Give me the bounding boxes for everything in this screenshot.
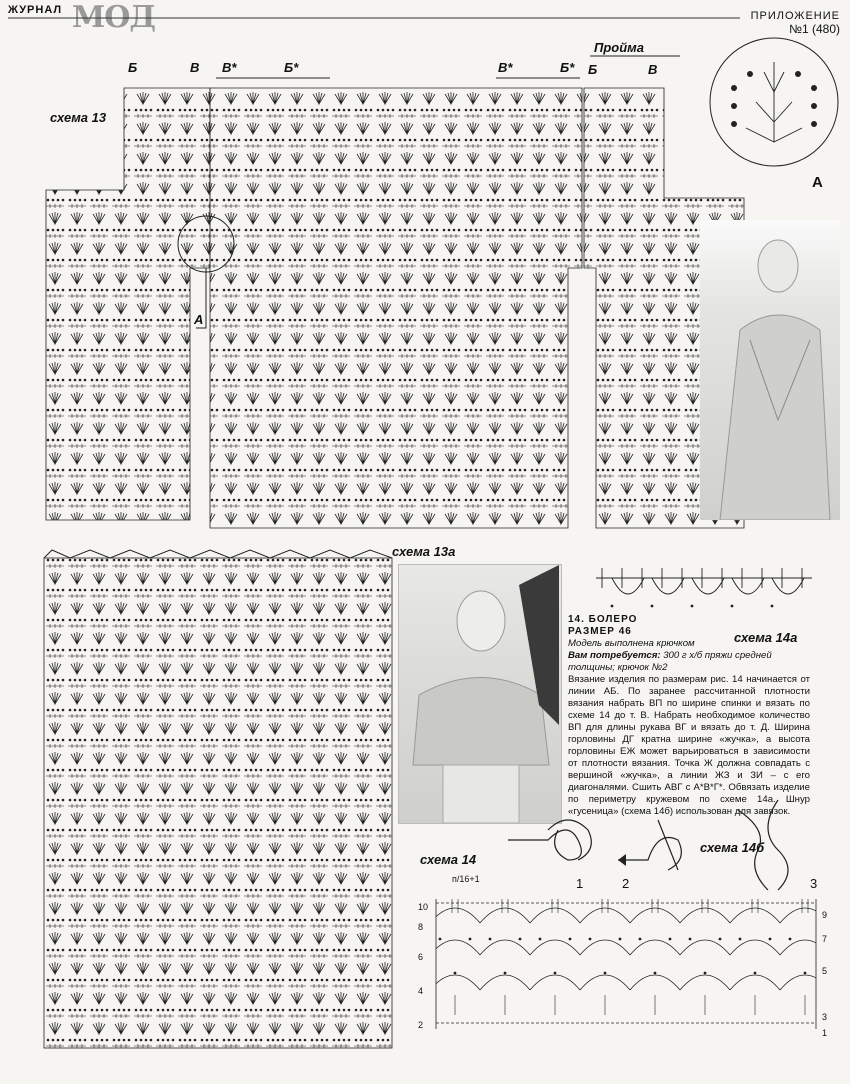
- row-10: 10: [418, 902, 429, 912]
- letter-v2: В: [648, 62, 658, 77]
- detail-a-label: А: [812, 174, 823, 191]
- article-number: 14. БОЛЕРО: [568, 614, 638, 625]
- scheme14a-label: схема 14а: [734, 630, 798, 645]
- scheme14-chart: [430, 895, 830, 1045]
- scheme13a-chart: [0, 540, 400, 1060]
- step-3: 3: [810, 876, 818, 891]
- letter-v-star1: В*: [222, 60, 237, 75]
- row-3: 3: [822, 1012, 828, 1022]
- row-1: 1: [822, 1028, 828, 1038]
- letter-b1: Б: [128, 60, 138, 75]
- article-materials: [568, 650, 810, 674]
- scheme13-label: схема 13: [50, 110, 107, 125]
- scheme14-repeat: п/16+1: [452, 874, 480, 884]
- letter-v1: В: [190, 60, 200, 75]
- armhole-label: Пройма: [594, 40, 645, 55]
- letter-b-star1: Б*: [284, 60, 299, 75]
- row-4: 4: [418, 986, 424, 996]
- article-size: РАЗМЕР 46: [568, 626, 632, 637]
- model-photo-center: [398, 564, 562, 824]
- scheme14a-chart: [592, 560, 822, 620]
- row-6: 6: [418, 952, 424, 962]
- materials-label: Вам потребуется:: [568, 650, 661, 661]
- row-2: 2: [418, 1020, 424, 1030]
- issue-number: №1 (480): [789, 22, 840, 36]
- model-photo-top: [700, 220, 840, 520]
- step-1: 1: [576, 876, 584, 891]
- letter-b2: Б: [588, 62, 598, 77]
- letter-v-star2: В*: [498, 60, 513, 75]
- row-7: 7: [822, 934, 828, 944]
- row-8: 8: [418, 922, 424, 932]
- article-text: [568, 614, 810, 818]
- detail-a-motif: [704, 32, 844, 172]
- point-a-label: А: [194, 312, 204, 327]
- scheme14-label: схема 14: [420, 852, 477, 867]
- journal-label: ЖУРНАЛ: [8, 4, 63, 16]
- supplement-label: ПРИЛОЖЕНИЕ: [750, 10, 840, 22]
- materials-text: 300 г х/б пряжи средней толщины; крючок №2: [568, 650, 772, 673]
- article-technique: Модель выполнена крючком: [568, 638, 695, 649]
- step-2: 2: [622, 876, 630, 891]
- article-body: Вязание изделия по размерам рис. 14 начинается от линии АБ. По заранее рассчитанной плотности вязания набрать ВП по ширине спинки и вязать по схеме 14 до т. В. Набрать необходимое количество ВП для длины рукава ВГ и вязать до т. Д. Ширина горловины ДГ кратна ширине «жучка», а высота горловины ЕЖ может варьироваться в зависимости от плотности вязания. Точка Ж должна совпадать с вершиной «жучка», а линии ЖЗ и ЗИ – с его диагоналями. Сшить АВГ с А*В*Г*. Обвязать изделие по периметру кружевом по схеме 14а. Шнур «гусеница» (схема 14б) использован для завязок.: [568, 674, 810, 817]
- row-9: 9: [822, 910, 828, 920]
- letter-b-star2: Б*: [560, 60, 575, 75]
- scheme14b-label: схема 14б: [700, 840, 765, 855]
- row-5: 5: [822, 966, 828, 976]
- magazine-logo: МОД: [72, 0, 156, 35]
- scheme14b-illustration: [508, 790, 838, 900]
- scheme13a-label: схема 13а: [392, 544, 456, 559]
